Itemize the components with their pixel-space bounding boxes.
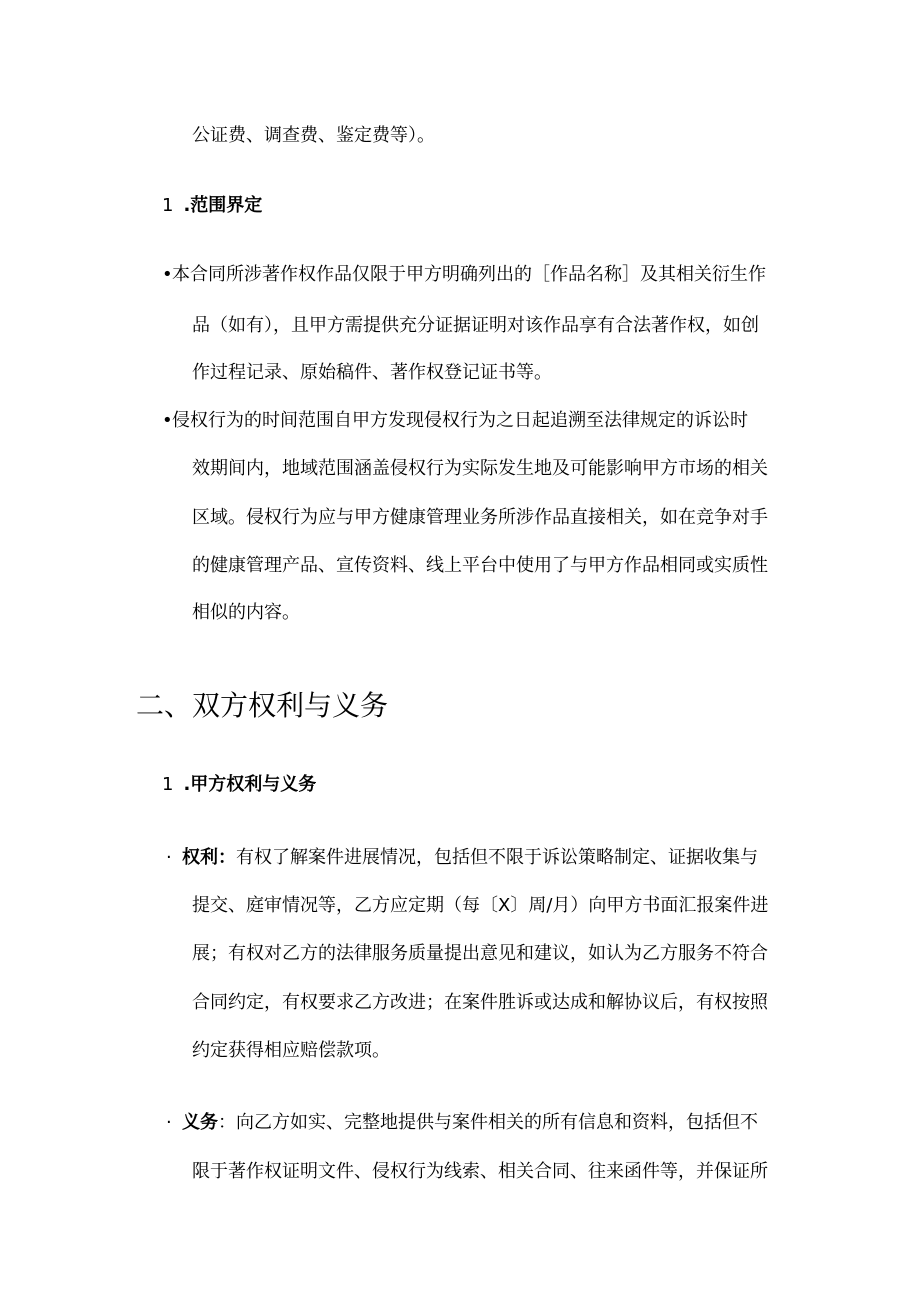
paragraph-line: ：向乙方如实、完整地提供与案件相关的所有信息和资料，包括但不 (218, 1112, 758, 1133)
paragraph-line: 合同约定，有权要求乙方改进；在案件胜诉或达成和解协议后，有权按照 (192, 992, 768, 1013)
paragraph-line: 区域。侵权行为应与甲方健康管理业务所涉作品直接相关，如在竞争对手 (192, 507, 768, 528)
chapter-heading: 二、双方权利与义务 (136, 689, 389, 722)
paragraph-line: 展；有权对乙方的法律服务质量提出意见和建议，如认为乙方服务不符合 (192, 943, 768, 964)
section-title: .范围界定 (183, 195, 263, 216)
section-heading-party-a (162, 772, 316, 798)
bullet-marker: • (162, 410, 173, 431)
paragraph-line: 限于著作权证明文件、侵权行为线索、相关合同、往来函件等，并保证所 (192, 1161, 768, 1182)
section-title: .甲方权利与义务 (183, 774, 317, 795)
paragraph-line: 的健康管理产品、宣传资料、线上平台中使用了与甲方作品相同或实质性 (192, 555, 768, 576)
bullet-marker: · (166, 847, 172, 868)
duties-paragraph-first (182, 1110, 758, 1136)
paragraph-line: 效期间内，地域范围涵盖侵权行为实际发生地及可能影响甲方市场的相关 (192, 458, 768, 479)
section-heading-scope (162, 193, 262, 219)
paragraph-line: 侵权行为的时间范围自甲方发现侵权行为之日起追溯至法律规定的诉讼时 (172, 410, 748, 431)
duties-label: 义务 (182, 1112, 218, 1133)
paragraph-line: 提交、庭审情况等，乙方应定期（每〔X〕周/月）向甲方书面汇报案件进 (192, 895, 769, 916)
section-number: 1 (162, 195, 174, 216)
paragraph-line: 品（如有），且甲方需提供充分证据证明对该作品享有合法著作权，如创 (192, 315, 759, 336)
rights-label: 权利： (182, 847, 236, 868)
paragraph-line: 作过程记录、原始稿件、著作权登记证书等。 (192, 362, 552, 383)
rights-paragraph-first (182, 845, 758, 871)
bullet-marker: • (162, 264, 173, 285)
paragraph-line: 相似的内容。 (192, 602, 300, 623)
paragraph-line: 本合同所涉著作权作品仅限于甲方明确列出的［作品名称］及其相关衍生作 (172, 264, 766, 285)
section-number: 1 (162, 774, 174, 795)
paragraph-line: 约定获得相应赔偿款项。 (192, 1040, 390, 1061)
paragraph-line: 有权了解案件进展情况，包括但不限于诉讼策略制定、证据收集与 (236, 847, 758, 868)
bullet-marker: · (166, 1112, 172, 1133)
continued-line: 公证费、调查费、鉴定费等）。 (192, 125, 435, 146)
